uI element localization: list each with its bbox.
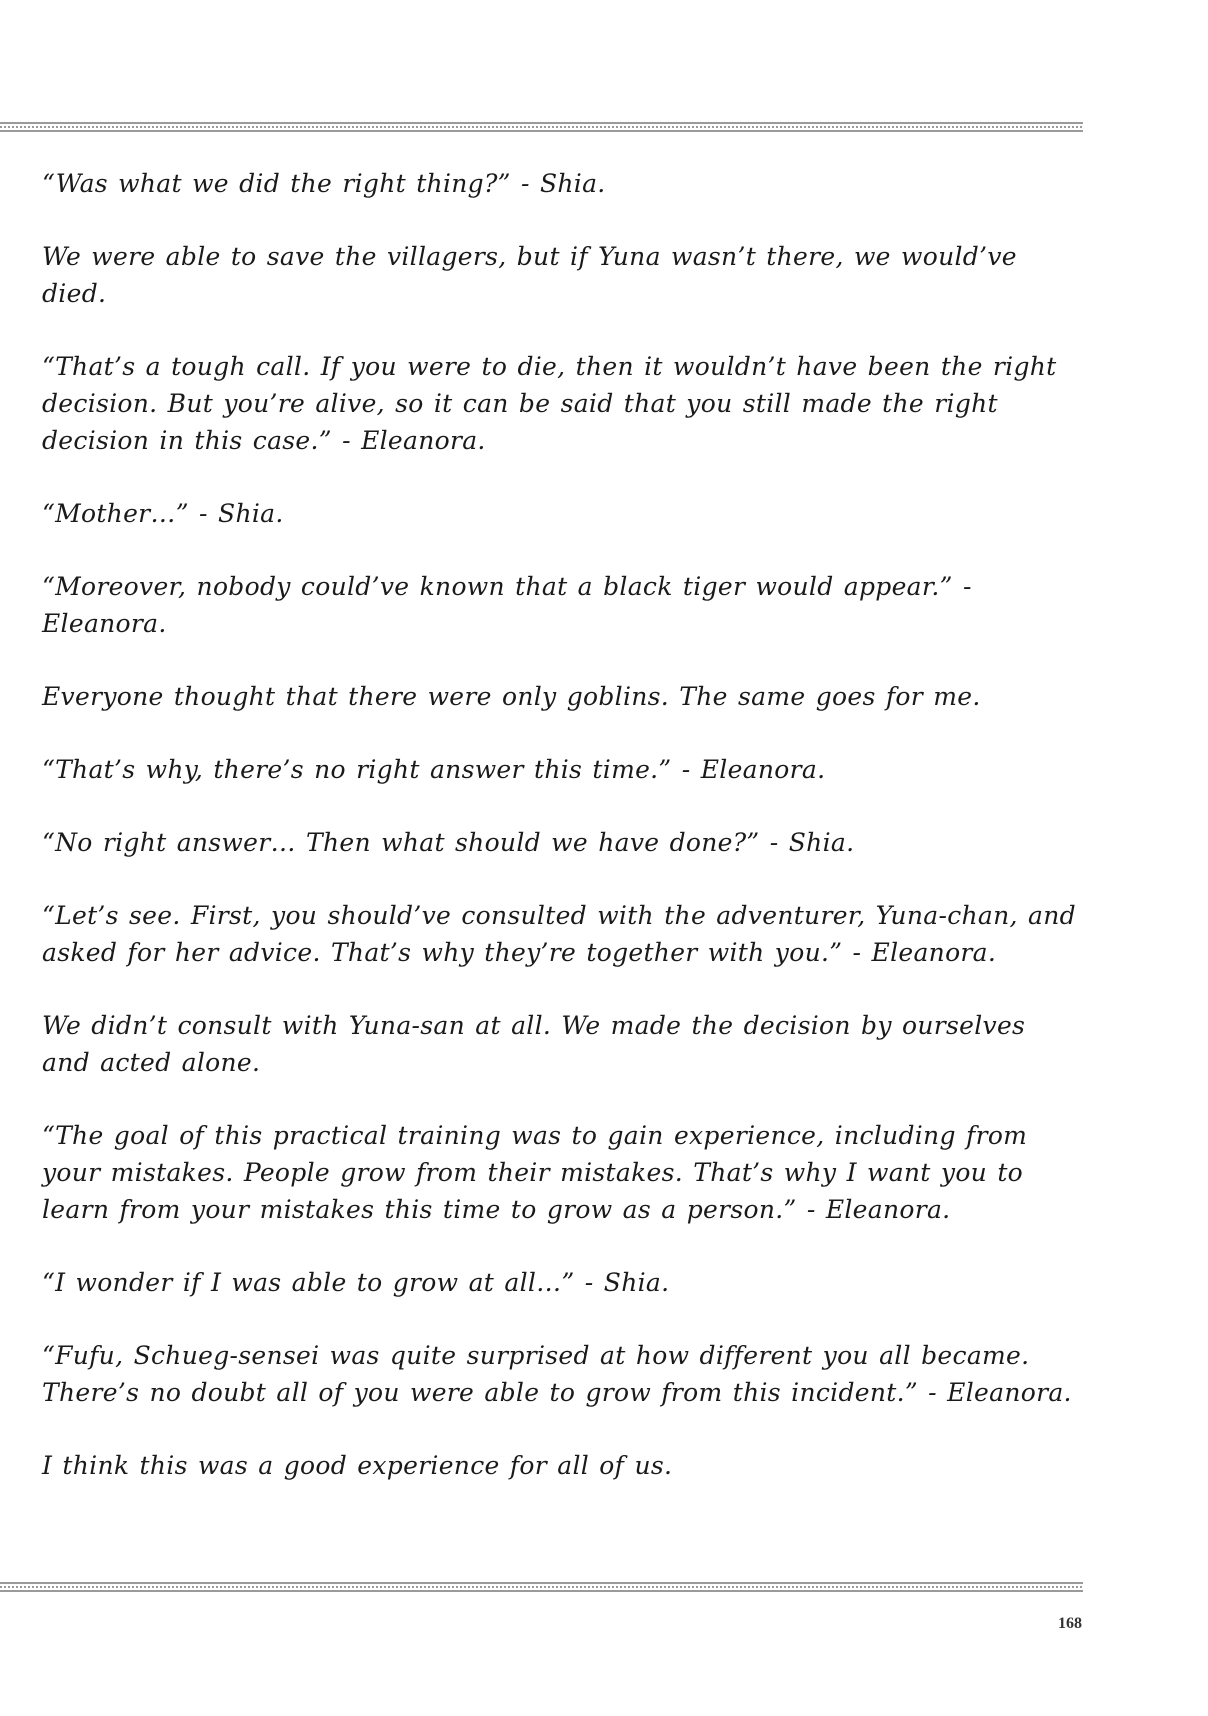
bottom-divider	[0, 1582, 1083, 1592]
paragraph: “Was what we did the right thing?” - Shia.	[42, 169, 606, 198]
paragraph: Everyone thought that there were only goblins. The same goes for me.	[42, 682, 981, 711]
page-number: 168	[1058, 1615, 1082, 1632]
paragraph: We were able to save the villagers, but if Yuna wasn’t there, we would’ve died.	[42, 242, 1017, 308]
page-body	[42, 165, 1082, 1520]
paragraph: “That’s why, there’s no right answer this time.” - Eleanora.	[42, 755, 826, 784]
paragraph: “No right answer… Then what should we have done?” - Shia.	[42, 828, 855, 857]
paragraph: “Let’s see. First, you should’ve consulted with the adventurer, Yuna-chan, and asked for her advice. That’s why they’re together with you.” - Eleanora.	[42, 901, 1076, 967]
paragraph: I think this was a good experience for all of us.	[42, 1451, 673, 1480]
paragraph: We didn’t consult with Yuna-san at all. We made the decision by ourselves and acted alone.	[42, 1011, 1026, 1077]
paragraph: “I wonder if I was able to grow at all…” - Shia.	[42, 1268, 670, 1297]
paragraph: “That’s a tough call. If you were to die, then it wouldn’t have been the right decision. But you’re alive, so it can be said that you still made the right decision in this case.” - Eleanora.	[42, 352, 1057, 455]
top-divider	[0, 122, 1083, 132]
paragraph: “Moreover, nobody could’ve known that a black tiger would appear.” - Eleanora.	[42, 572, 972, 638]
paragraph: “Fufu, Schueg-sensei was quite surprised at how different you all became. There’s no doubt all of you were able to grow from this incident.” - Eleanora.	[42, 1341, 1072, 1407]
paragraph: “Mother…” - Shia.	[42, 499, 284, 528]
paragraph: “The goal of this practical training was to gain experience, including from your mistakes. People grow from their mistakes. That’s why I want you to learn from your mistakes this time to grow as a person.” - Eleanora.	[42, 1121, 1028, 1224]
